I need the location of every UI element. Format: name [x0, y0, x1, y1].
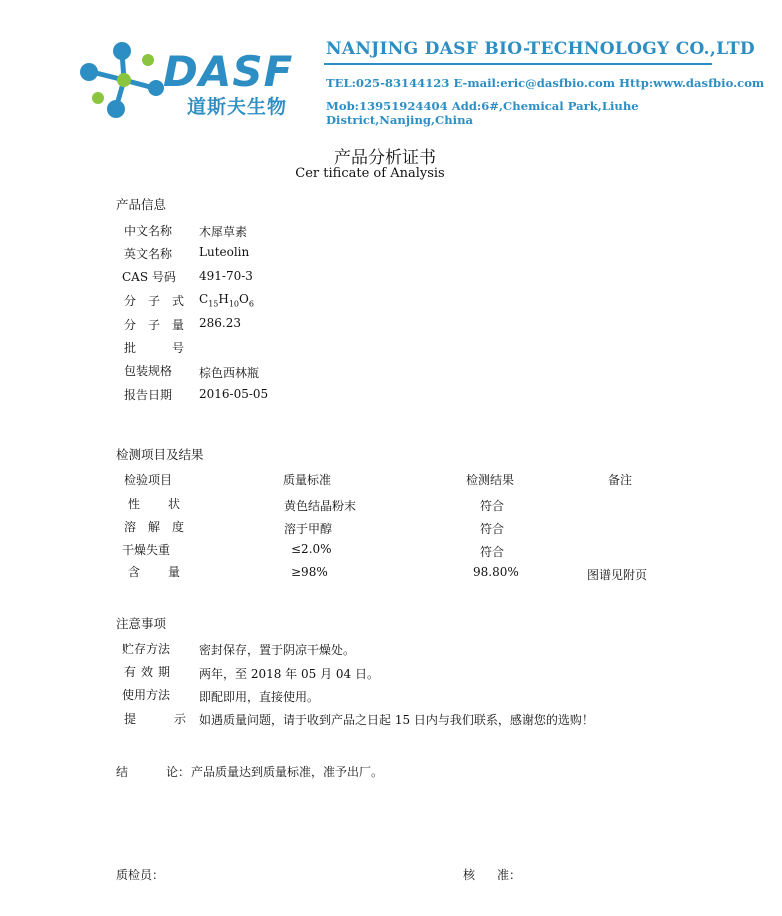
test-row-result: 98.80% [473, 565, 519, 579]
product-label-cn-name: 中文名称 [124, 224, 173, 238]
test-row-result: 符合 [480, 545, 505, 559]
note-value-tip: 如遇质量问题，请于收到产品之日起 15 日内与我们联系，感谢您的选购！ [199, 713, 594, 727]
conclusion-label-2: 论： [166, 765, 191, 779]
tests-col-item: 检验项目 [124, 473, 173, 487]
product-label-report-date: 报告日期 [124, 388, 173, 402]
contact-line-2: Mob:13951924404 Add:6#,Chemical Park,Liuhe District,Nanjing,China [326, 99, 639, 127]
product-value-cas: 491-70-3 [199, 269, 253, 283]
note-label-validity: 有 效 期 [124, 665, 170, 679]
molecule-logo-icon [74, 40, 174, 120]
inspector-label: 质检员： [116, 868, 165, 882]
test-row-result: 符合 [480, 499, 505, 513]
header-divider [324, 63, 712, 65]
note-value-validity: 两年，至 2018 年 05 月 04 日。 [199, 667, 379, 681]
tests-col-result: 检测结果 [466, 473, 515, 487]
approver-label-2: 准： [497, 868, 522, 882]
product-value-mw: 286.23 [199, 316, 241, 330]
conclusion-text: 产品质量达到质量标准，准予出厂。 [191, 765, 384, 779]
test-row-item-loss-on-drying: 干燥失重 [122, 543, 171, 557]
tests-col-standard: 质量标准 [283, 473, 332, 487]
product-value-en-name: Luteolin [199, 245, 250, 259]
brand-chinese-name: 道斯夫生物 [187, 96, 288, 118]
product-info-heading: 产品信息 [116, 197, 167, 212]
product-label-formula: 分 子 式 [124, 294, 184, 308]
test-row-standard: 溶于甲醇 [284, 522, 333, 536]
notes-heading: 注意事项 [116, 616, 167, 631]
product-value-cn-name: 木犀草素 [199, 225, 248, 239]
company-name: NANJING DASF BIO-TECHNOLOGY CO.,LTD [326, 39, 755, 59]
product-label-batch: 批 号 [124, 341, 184, 355]
brand-wordmark: DASF [163, 47, 294, 96]
approver-label-1: 核 [463, 868, 476, 882]
product-label-cas: CAS 号码 [122, 270, 176, 284]
product-label-mw: 分 子 量 [124, 318, 184, 332]
conclusion-label-1: 结 [116, 765, 129, 779]
test-row-standard: ≤2.0% [291, 542, 332, 556]
test-row-note: 图谱见附页 [587, 568, 648, 582]
note-label-tip: 提 示 [124, 712, 186, 726]
note-value-usage: 即配即用，直接使用。 [199, 690, 320, 704]
note-value-storage: 密封保存，置于阴凉干燥处。 [199, 643, 356, 657]
tests-heading: 检测项目及结果 [116, 447, 204, 462]
product-label-package: 包装规格 [124, 364, 173, 378]
tests-col-note: 备注 [608, 473, 633, 487]
product-value-package: 棕色西林瓶 [199, 366, 260, 380]
document-title-cn: 产品分析证书 [334, 148, 436, 168]
test-row-result: 符合 [480, 522, 505, 536]
contact-line-1: TEL:025-83144123 E-mail:eric@dasfbio.com Http:www.dasfbio.com [326, 76, 765, 90]
test-row-item-appearance: 性 状 [128, 497, 180, 511]
note-label-storage: 贮存方法 [122, 642, 171, 656]
note-label-usage: 使用方法 [122, 688, 171, 702]
test-row-item-solubility: 溶 解 度 [124, 520, 184, 534]
document-title-en: Cer tificate of Analysis [295, 166, 445, 181]
product-value-report-date: 2016-05-05 [199, 387, 269, 401]
test-row-standard: ≥98% [291, 565, 328, 579]
product-label-en-name: 英文名称 [124, 247, 173, 261]
product-value-formula: $C_{15}H_{10}O_6$ [199, 292, 254, 309]
test-row-item-assay: 含 量 [128, 565, 180, 579]
test-row-standard: 黄色结晶粉末 [284, 499, 357, 513]
